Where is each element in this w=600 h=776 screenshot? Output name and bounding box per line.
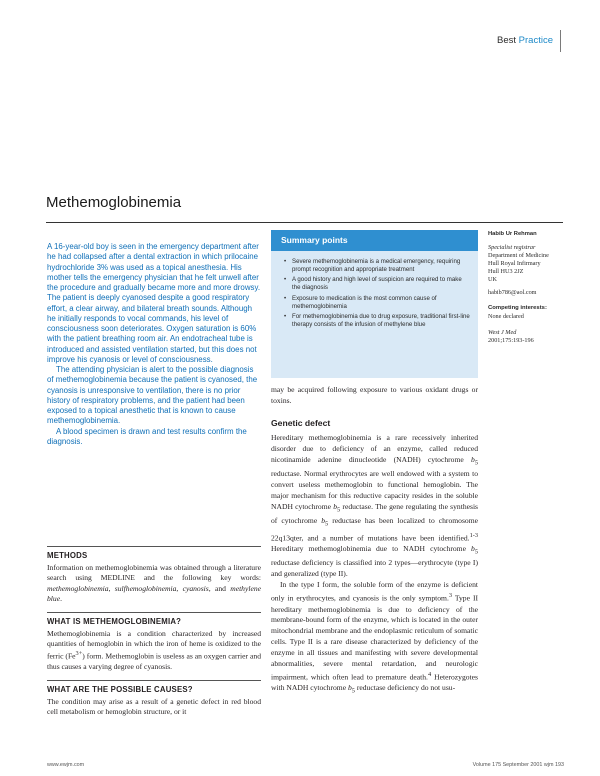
- title-rule: [46, 222, 563, 223]
- case-paragraph-2: The attending physician is alert to the possible diagnosis of methemoglobinemia because the patient is cyanosed, the cyanosis is unresponsive to ventilation, there is no prior history of respiratory problems, and the patient had been exposed to a topical anesthetic that is known to cause methemoglobinemia.: [47, 365, 258, 426]
- case-paragraph-1: A 16-year-old boy is seen in the emergency department after he had collapsed after a dental extraction in which prilocaine hydrochloride 3% was used as a topical anesthesia. His mother tells the emergency physician that he felt unwell after the procedure and gradually became more and more drowsy. The patient is deeply cyanosed despite a good respiratory effort, a clear airway, and bilateral breath sounds. Although he initially responds to vocal commands, his level of consciousness soon deteriorates. Oxygen saturation is 60% with the patient breathing room air. An endotracheal tube is introduced and assisted ventilation started, but this does not improve his cyanosis or level of consciousness.: [47, 242, 261, 364]
- continuation-paragraph: may be acquired following exposure to various oxidant drugs or toxins.: [271, 385, 478, 405]
- brand-logo: Best Practice: [497, 35, 553, 46]
- what-heading: WHAT IS METHEMOGLOBINEMIA?: [47, 612, 261, 627]
- right-column-body: [271, 385, 478, 698]
- causes-paragraph: The condition may arise as a result of a genetic defect in red blood cell metabolism or hemoglobin structure, or it: [47, 696, 261, 717]
- author-city: Hull HU3 2JZ: [488, 267, 524, 275]
- page-footer: [47, 762, 564, 768]
- author-dept: Department of Medicine: [488, 251, 549, 259]
- author-info: [488, 231, 588, 345]
- summary-list: [271, 251, 478, 329]
- journal-name: West J Med: [488, 329, 517, 337]
- case-vignette: [47, 242, 261, 447]
- author-role: Specialist registrar: [488, 243, 536, 251]
- methods-paragraph: Information on methemoglobinemia was obtained through a literature search using MEDLINE and the following key words: methemoglobinemia, sulfhemoglobinemia, cyanosis, and methylene blue.: [47, 563, 261, 604]
- summary-point: • Exposure to medication is the most common cause of methemoglobinemia: [284, 295, 470, 310]
- header-rule: [560, 30, 561, 52]
- article-title: Methemoglobinemia: [46, 194, 182, 211]
- left-column-body: [47, 546, 261, 725]
- case-paragraph-3: A blood specimen is drawn and test results confirm the diagnosis.: [47, 426, 247, 446]
- competing-interests-value: None declared: [488, 313, 524, 321]
- footer-url[interactable]: www.ewjm.com: [47, 762, 85, 768]
- genetic-paragraph-1: Hereditary methemoglobinemia is a rare recessively inherited disorder due to deficiency of an enzyme, called reduced nicotinamide adenine dinucleotide (NADH) cytochrome $b_5$ reductase. Normal erythrocytes are well endowed with a system to convert useless methemoglobin to functional hemoglobin. The major mechanism for this reductive capacity resides in the soluble NADH cytochrome $b_5$ reductase. The gene regulating the synthesis of cytochrome $b_5$ reductase has been localized to chromosome 22q13qter, and a number of mutations have been identified.$^{1-3}$ Hereditary methemoglobinemia due to NADH cytochrome $b_5$ reductase deficiency is classified into 2 types—erythrocyte (type I) and generalized (type II).: [271, 432, 479, 579]
- summary-point: • Severe methemoglobinemia is a medical emergency, requiring prompt recognition and appropriate treatment: [284, 258, 470, 273]
- competing-interests-label: Competing interests:: [488, 305, 547, 312]
- footer-volume: Volume 175 September 2001 wjm 193: [472, 762, 564, 768]
- author-affiliation: [488, 244, 588, 284]
- what-paragraph: Methemoglobinemia is a condition characterized by increased quantities of hemoglobin in which the iron of heme is oxidized to the ferric $(Fe^{3+})$ form. Methemoglobin is useless as an oxygen carrier and thus causes a varying degree of cyanosis.: [47, 628, 261, 672]
- author-institution: Hull Royal Infirmary: [488, 259, 541, 267]
- summary-box: [271, 230, 478, 378]
- summary-point: • For methemoglobinemia due to drug exposure, traditional first-line therapy consists of the infusion of methylene blue: [284, 313, 470, 328]
- genetic-defect-heading: Genetic defect: [271, 417, 331, 428]
- causes-heading: WHAT ARE THE POSSIBLE CAUSES?: [47, 680, 261, 695]
- genetic-paragraph-2: In the type I form, the soluble form of the enzyme is deficient only in erythrocytes, and cyanosis is the only symptom.$^3$ Type II hereditary methemoglobinemia is due to deficiency of the membrane-bound form of the enzyme, which is located in the outer mitochondrial membrane and the endoplasmic reticulum of somatic cells. Type II is a rare disease characterized by deficiency of the enzyme in all tissues and manifesting with severe developmental abnormalities, severe mental retardation, and neurologic impairment, which often lead to premature death.$^4$ Heterozygotes with NADH cytochrome $b_5$ reductase deficiency do not usu-: [271, 580, 478, 695]
- methods-heading: METHODS: [47, 546, 261, 561]
- summary-point: • A good history and high level of suspicion are required to make the diagnosis: [284, 276, 470, 291]
- summary-heading: Summary points: [271, 230, 478, 251]
- author-country: UK: [488, 275, 497, 283]
- journal-citation: 2001;175:193-196: [488, 337, 534, 345]
- author-email[interactable]: habib786@aol.com: [488, 289, 537, 297]
- author-name: Habib Ur Rehman: [488, 231, 537, 237]
